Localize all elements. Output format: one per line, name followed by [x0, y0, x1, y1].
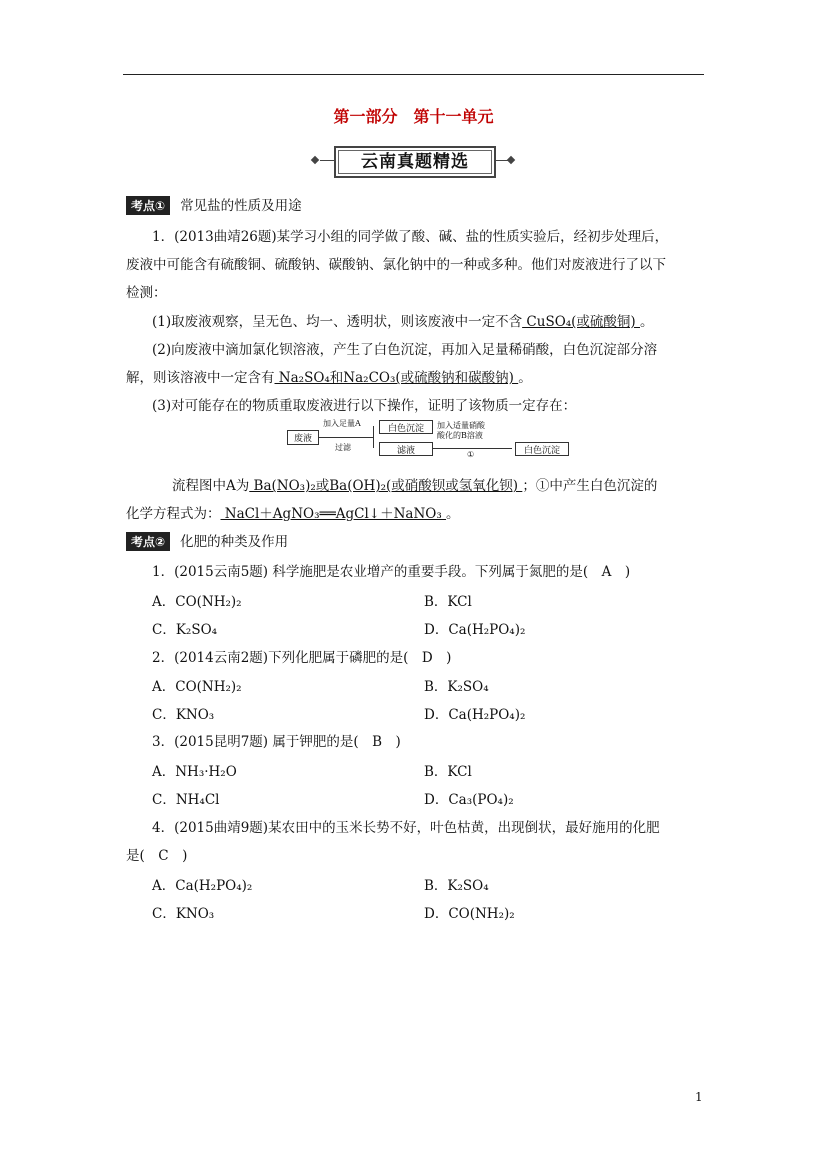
question-part-5: 化学方程式为： NaCl＋AgNO₃══AgCl↓＋NaNO₃ 。 [126, 506, 460, 522]
option-a: A．CO(NH₂)₂ [152, 679, 242, 695]
section-banner [312, 146, 516, 176]
banner-title: 云南真题精选 [334, 146, 496, 178]
option-a: A．CO(NH₂)₂ [152, 594, 242, 610]
flow-box-precipitate: 白色沉淀 [379, 420, 433, 434]
option-a: A．NH₃·H₂O [152, 764, 237, 780]
option-b: B．K₂SO₄ [424, 878, 489, 894]
page-title: 第一部分 第十一单元 [333, 107, 494, 126]
question-part-4: 流程图中A为 Ba(NO₃)₂或Ba(OH)₂(或硝酸钡或氢氧化钡) ；①中产生白色沉淀的 [172, 478, 658, 494]
header-rule [123, 74, 704, 75]
flow-box-result: 白色沉淀 [515, 442, 569, 456]
section-heading-2: 考点② 化肥的种类及作用 [126, 530, 288, 551]
option-c: C．K₂SO₄ [152, 622, 218, 638]
section-tag: 考点① [126, 196, 170, 215]
page-number: 1 [695, 1090, 703, 1104]
section-tag: 考点② [126, 532, 170, 551]
question-stem: 4．(2015曲靖9题)某农田中的玉米长势不好，叶色枯黄，出现倒状，最好施用的化肥 [152, 820, 660, 836]
option-c: C．NH₄Cl [152, 792, 220, 808]
banner-ornament-left [311, 156, 319, 164]
option-d: D．Ca(H₂PO₄)₂ [424, 622, 526, 638]
option-b: B．KCl [424, 594, 472, 610]
question-part-1: (1)取废液观察，呈无色、均一、透明状，则该废液中一定不含 CuSO₄(或硫酸铜) 。 [152, 314, 654, 330]
question-stem: 1．(2015云南5题) 科学施肥是农业增产的重要手段。下列属于氮肥的是( A ) [152, 564, 631, 580]
question-text: 检测： [126, 285, 167, 301]
answer-blank: Ba(NO₃)₂或Ba(OH)₂(或硝酸钡或氢氧化钡) [249, 478, 523, 494]
option-d: D．Ca(H₂PO₄)₂ [424, 707, 526, 723]
question-part-2-cont: 解，则该溶液中一定含有 Na₂SO₄和Na₂CO₃(或硫酸钠和碳酸钠) 。 [126, 370, 532, 386]
section-heading-1: 考点① 常见盐的性质及用途 [126, 194, 302, 215]
option-a: A．Ca(H₂PO₄)₂ [152, 878, 253, 894]
flow-box-waste: 废液 [287, 430, 319, 445]
question-part-2: (2)向废液中滴加氯化钡溶液，产生了白色沉淀，再加入足量稀硝酸，白色沉淀部分溶 [152, 342, 658, 358]
option-d: D．CO(NH₂)₂ [424, 906, 515, 922]
option-b: B．KCl [424, 764, 472, 780]
question-stem: 2．(2014云南2题)下列化肥属于磷肥的是( D ) [152, 650, 452, 666]
flow-box-filtrate: 滤液 [379, 442, 433, 456]
answer-blank: Na₂SO₄和Na₂CO₃(或硫酸钠和碳酸钠) [274, 370, 519, 386]
option-c: C．KNO₃ [152, 906, 215, 922]
option-c: C．KNO₃ [152, 707, 215, 723]
answer-blank: CuSO₄(或硫酸铜) [522, 314, 640, 330]
option-b: B．K₂SO₄ [424, 679, 489, 695]
question-stem: 3．(2015昆明7题) 属于钾肥的是( B ) [152, 734, 401, 750]
flow-diagram: 废液 加入足量A 过滤 白色沉淀 滤液 加入适量硝酸 酸化的B溶液 ① 白色沉淀 [287, 418, 572, 460]
question-stem-cont: 是( C ) [126, 848, 188, 864]
banner-ornament-right [507, 156, 515, 164]
option-d: D．Ca₃(PO₄)₂ [424, 792, 514, 808]
question-text: 废液中可能含有硫酸铜、硫酸钠、碳酸钠、氯化钠中的一种或多种。他们对废液进行了以下 [126, 257, 666, 273]
question-part-3: (3)对可能存在的物质重取废液进行以下操作，证明了该物质一定存在： [152, 398, 577, 414]
answer-blank: NaCl＋AgNO₃══AgCl↓＋NaNO₃ [220, 506, 447, 522]
question-text: 1．(2013曲靖26题)某学习小组的同学做了酸、碱、盐的性质实验后，经初步处理后， [152, 229, 669, 245]
